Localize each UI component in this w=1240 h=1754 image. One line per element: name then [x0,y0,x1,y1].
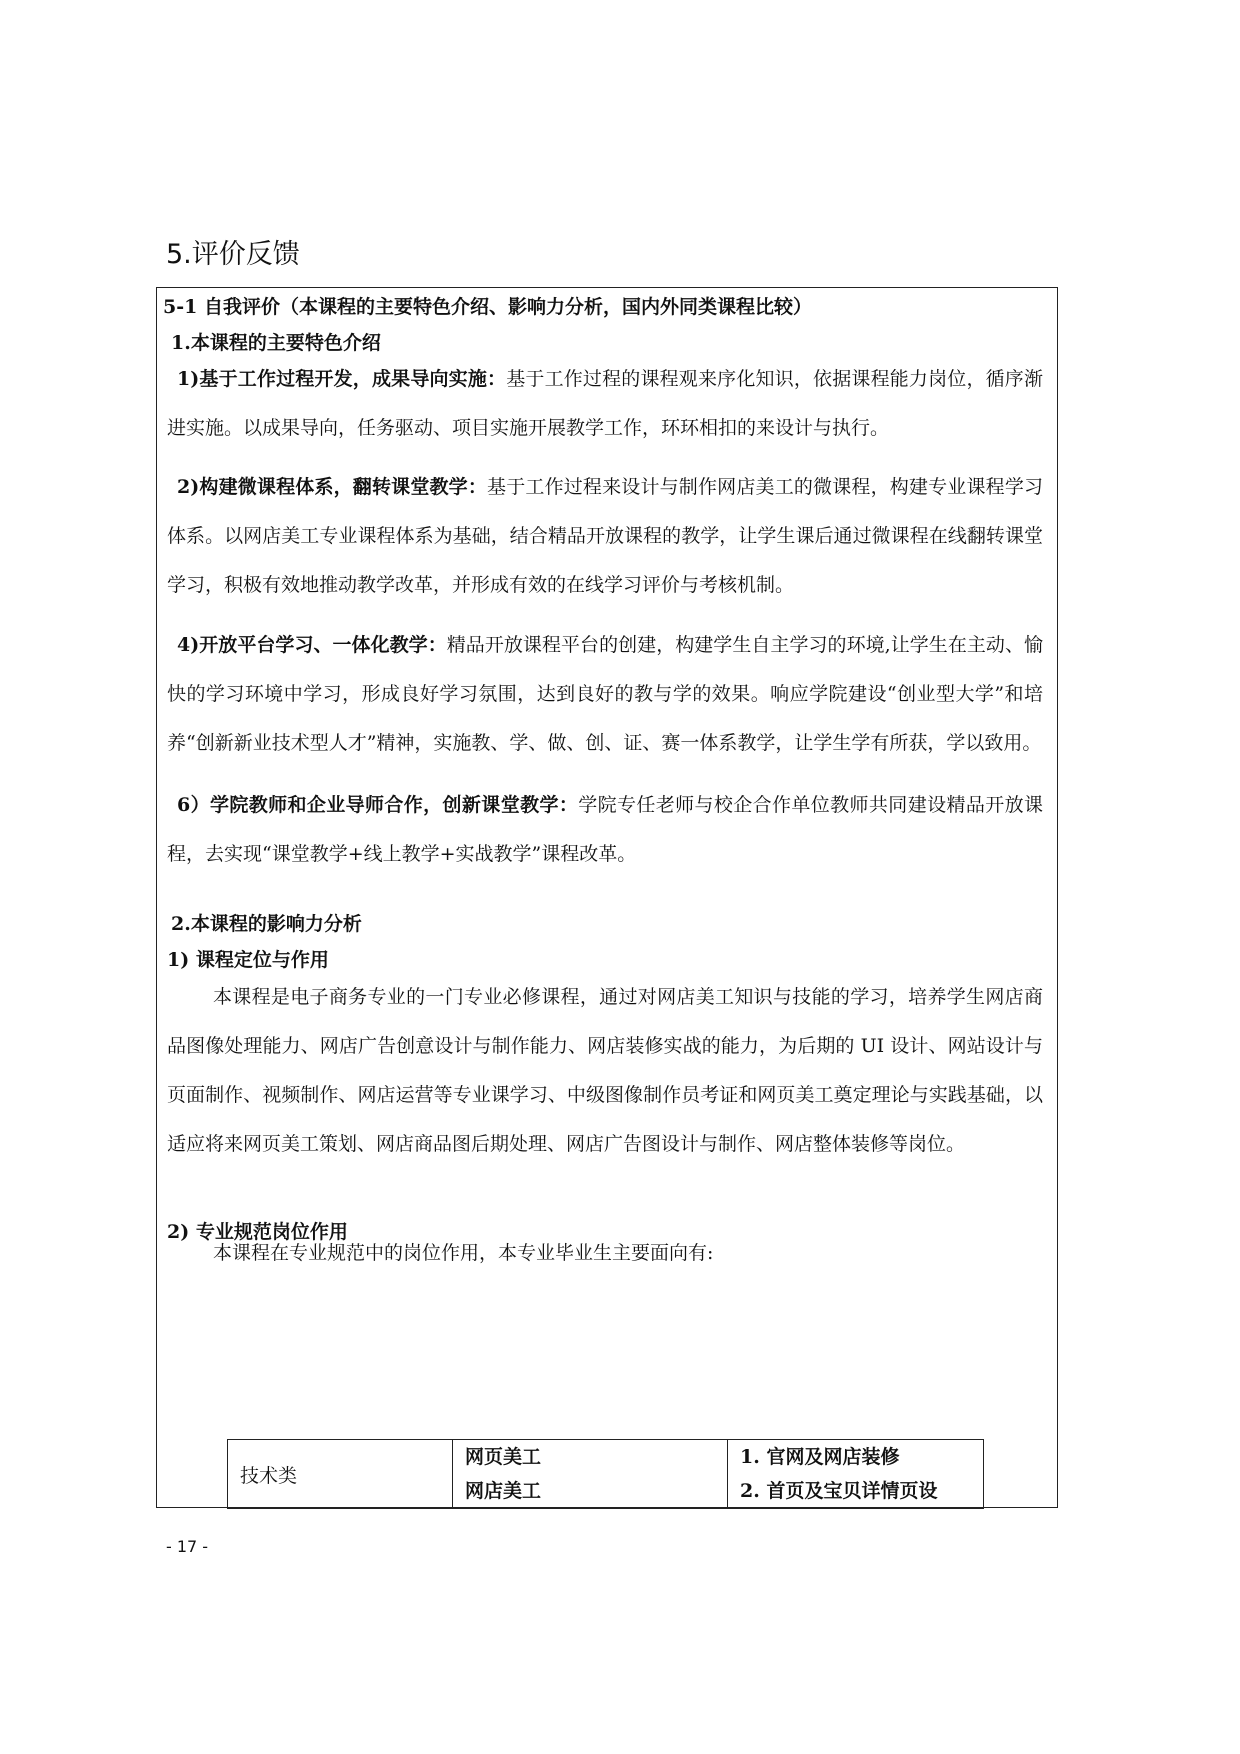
role-intro-paragraph: 本课程在专业规范中的岗位作用，本专业毕业生主要面向有: [213,1242,714,1264]
feature-paragraph [167,355,1043,453]
tasks-cell [728,1440,984,1509]
feature-text: 基于工作过程来设计与制作网店美工的微课程，构建专业课程学习体系。以网店美工专业课程体系为基础，结合精品开放课程的教学，让学生课后通过微课程在线翻转课堂学习，积极有效地推动教学改革，并形成有效的在线学习评价与考核机制。 [167,476,1043,596]
feature-paragraph [167,781,1043,879]
position-item: 网店美工 [465,1480,542,1502]
feature-text: 基于工作过程的课程观来序化知识，依据课程能力岗位，循序渐进实施。以成果导向，任务驱动、项目实施开展教学工作，环环相扣的来设计与执行。 [167,368,1043,439]
feature-text: 精品开放课程平台的创建，构建学生自主学习的环境,让学生在主动、愉快的学习环境中学习，形成良好学习氛围，达到良好的教与学的效果。响应学院建设“创业型大学”和培养“创新新业技术型人才”精神，实施教、学、做、创、证、赛一体系教学，让学生学有所获，学以致用。 [167,634,1044,754]
feature-paragraph [167,463,1043,610]
feature-lead: 4)开放平台学习、一体化教学： [177,634,447,656]
feature-lead: 1)基于工作过程开发，成果导向实施： [177,368,507,390]
frame-heading: 5-1 自我评价（本课程的主要特色介绍、影响力分析，国内外同类课程比较） [163,296,812,318]
task-item: 2. 首页及宝贝详情页设 [740,1480,938,1502]
positioning-paragraph: 本课程是电子商务专业的一门专业必修课程，通过对网店美工知识与技能的学习，培养学生网店商品图像处理能力、网店广告创意设计与制作能力、网店装修实战的能力，为后期的 UI 设计、网站设计与页面制作、视频制作、网店运营等专业课学习、中级图像制作员考证和网页美工奠定理论与实践基础，以适应将来网页美工策划、网店商品图后期处理、网店广告图设计与制作、网店整体装修等岗位。 [167,986,1043,1155]
positions-cell [453,1440,728,1509]
category-cell: 技术类 [228,1440,453,1509]
subsection-heading: 1) 课程定位与作用 [167,949,329,971]
roles-table [227,1439,984,1509]
position-item: 网页美工 [465,1446,542,1468]
part2-heading: 2.本课程的影响力分析 [171,913,362,935]
task-item: 1. 官网及网店装修 [740,1446,900,1468]
feature-text: 学院专任老师与校企合作单位教师共同建设精品开放课程，去实现“课堂教学+线上教学+实战教学”课程改革。 [167,794,1043,865]
page-number: - 17 - [166,1537,209,1556]
feature-paragraph [167,621,1043,768]
evaluation-frame [156,287,1058,1508]
part1-heading: 1.本课程的主要特色介绍 [171,332,381,354]
feature-lead: 2)构建微课程体系，翻转课堂教学： [177,476,488,498]
feature-lead: 6）学院教师和企业导师合作，创新课堂教学： [177,794,579,816]
subsection-heading: 2) 专业规范岗位作用 [167,1221,348,1243]
section-title: 5.评价反馈 [166,239,300,270]
